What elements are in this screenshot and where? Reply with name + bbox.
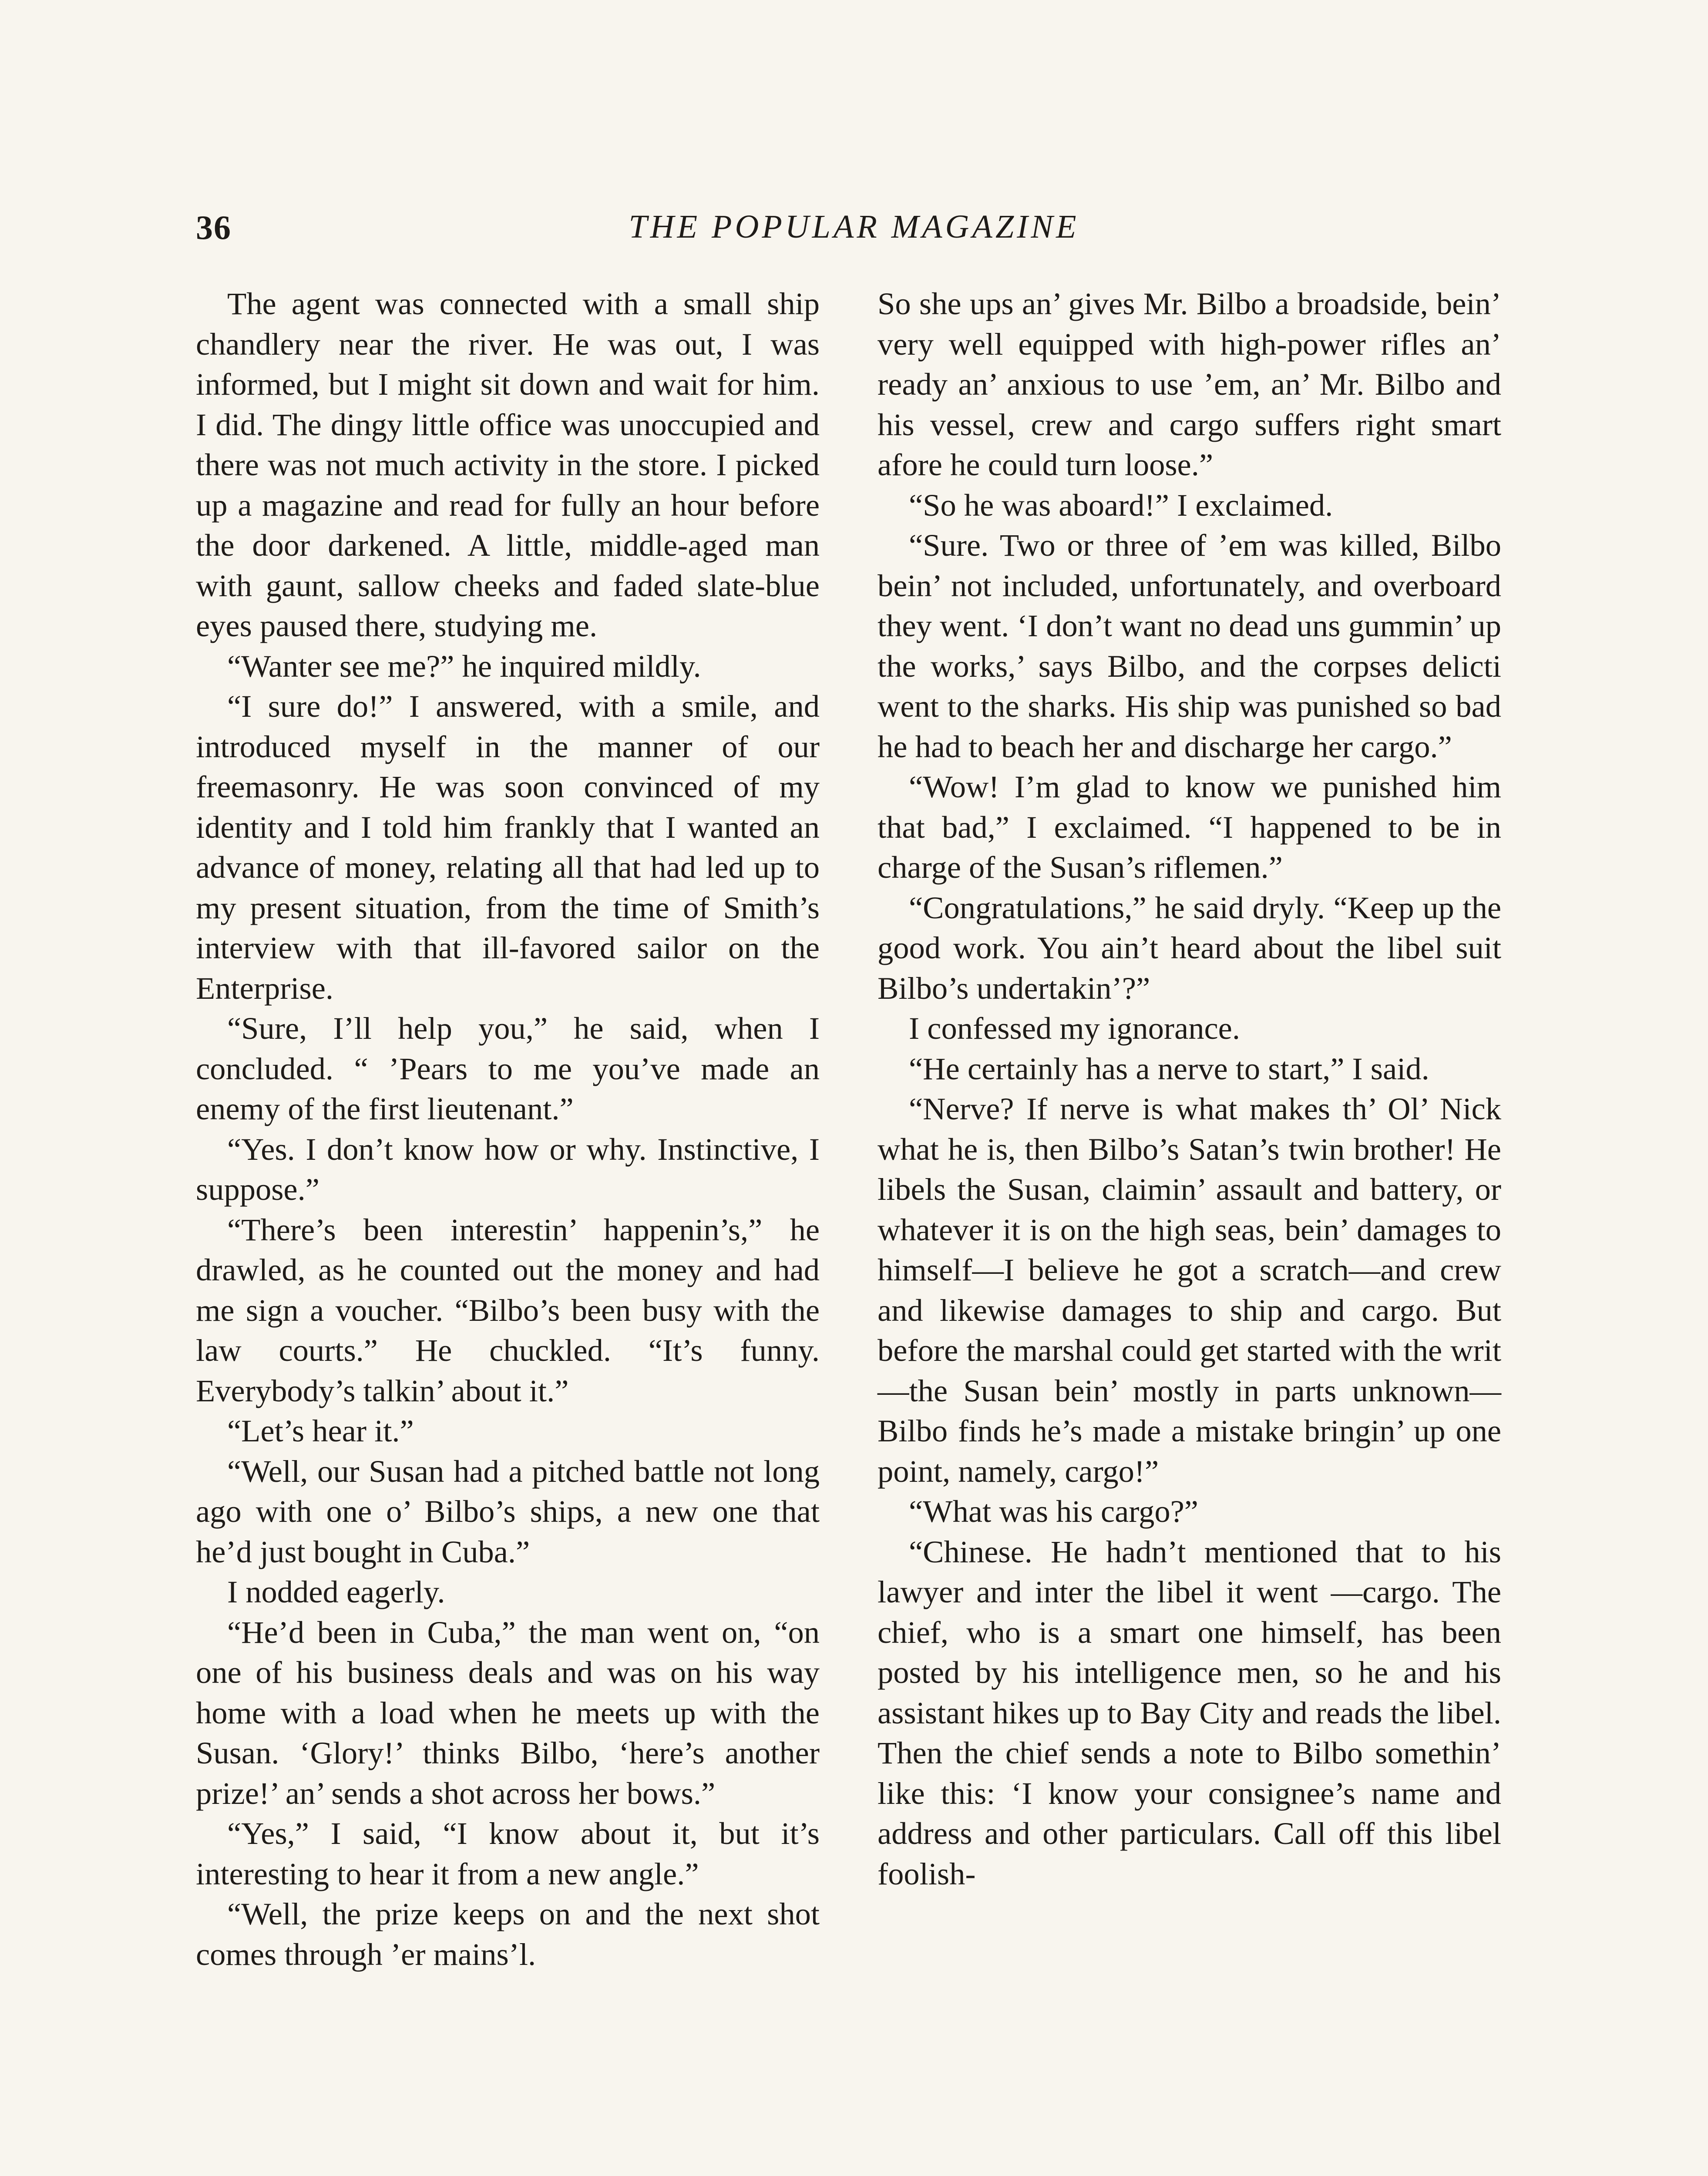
paragraph: “Sure, I’ll help you,” he said, when I concluded. “ ’Pears to me you’ve made an enemy of the first lieutenant.” [196,1011,820,1126]
paragraph: “Wow! I’m glad to know we punished him that bad,” I exclaimed. “I happened to be in charge of the Susan’s riflemen.” [878,769,1501,885]
paragraph: “There’s been interestin’ happenin’s,” he drawled, as he counted out the money and had me sign a voucher. “Bilbo’s been busy with the law courts.” He chuckled. “It’s funny. Everybody’s talkin’ about it.” [196,1212,820,1408]
paragraph: “Let’s hear it.” [227,1413,414,1448]
paragraph: I nodded eagerly. [227,1574,445,1609]
paragraph: “What was his cargo?” [909,1494,1198,1529]
paragraph: “So he was aboard!” I exclaimed. [909,487,1333,523]
paragraph: “Nerve? If nerve is what makes th’ Ol’ Nick what he is, then Bilbo’s Satan’s twin brother! He libels the Susan, claimin’ assault and battery, or whatever it is on the high seas, bein’ damages to himself—I believe he got a scratch—and crew and likewise damages to ship and cargo. But before the marshal could get started with the writ —the Susan bein’ mostly in parts unknown—Bilbo finds he’s made a mistake bringin’ up one point, namely, cargo!” [878,1091,1501,1489]
paragraph-continued: So she ups an’ gives Mr. Bilbo a broadside, bein’ very well equipped with high-power rifles an’ ready an’ anxious to use ’em, an’ Mr. Bilbo and his vessel, crew and cargo suffers right smart afore he could turn loose.” [878,286,1501,482]
paragraph: “Congratulations,” he said dryly. “Keep up the good work. You ain’t heard about the libel suit Bilbo’s undertakin’?” [878,890,1501,1006]
page-header [196,208,1512,260]
left-column [196,284,820,1975]
paragraph: “Sure. Two or three of ’em was killed, Bilbo bein’ not included, unfortunately, and overboard they went. ‘I don’t want no dead uns gummin’ up the works,’ says Bilbo, and the corpses delicti went to the sharks. His ship was punished so bad he had to beach her and discharge her cargo.” [878,527,1501,764]
paragraph: The agent was connected with a small ship chandlery near the river. He was out, I was informed, but I might sit down and wait for him. I did. The dingy little office was unoccupied and there was not much activity in the store. I picked up a magazine and read for fully an hour before the door darkened. A little, middle-aged man with gaunt, sallow cheeks and faded slate-blue eyes paused there, studying me. [196,286,820,643]
paragraph: “Yes,” I said, “I know about it, but it’s interesting to hear it from a new angle.” [196,1816,820,1891]
paragraph: “I sure do!” I answered, with a smile, and introduced myself in the manner of our freemasonry. He was soon convinced of my identity and I told him frankly that I wanted an advance of money, relating all that had led up to my present situation, from the time of Smith’s interview with that ill-favored sailor on the Enterprise. [196,688,820,1006]
paragraph: “He’d been in Cuba,” the man went on, “on one of his business deals and was on his way home with a load when he meets up with the Susan. ‘Glory!’ thinks Bilbo, ‘here’s another prize!’ an’ sends a shot across her bows.” [196,1614,820,1811]
running-title: THE POPULAR MAGAZINE [629,208,1079,245]
right-column [878,284,1501,1894]
paragraph: “Well, our Susan had a pitched battle not long ago with one o’ Bilbo’s ships, a new one that he’d just bought in Cuba.” [196,1453,820,1569]
paragraph: “He certainly has a nerve to start,” I said. [909,1051,1429,1086]
paragraph: I confessed my ignorance. [909,1011,1240,1046]
paragraph: “Well, the prize keeps on and the next shot comes through ’er mains’l. [196,1896,820,1972]
paragraph: “Chinese. He hadn’t mentioned that to his lawyer and inter the libel it went —cargo. The chief, who is a smart one himself, has been posted by his intelligence men, so he and his assistant hikes up to Bay City and reads the libel. Then the chief sends a note to Bilbo somethin’ like this: ‘I know your consignee’s name and address and other particulars. Call off this libel foolish- [878,1534,1501,1891]
page-number: 36 [196,208,232,246]
paragraph: “Yes. I don’t know how or why. Instinctive, I suppose.” [196,1131,820,1207]
paragraph: “Wanter see me?” he inquired mildly. [227,648,701,684]
